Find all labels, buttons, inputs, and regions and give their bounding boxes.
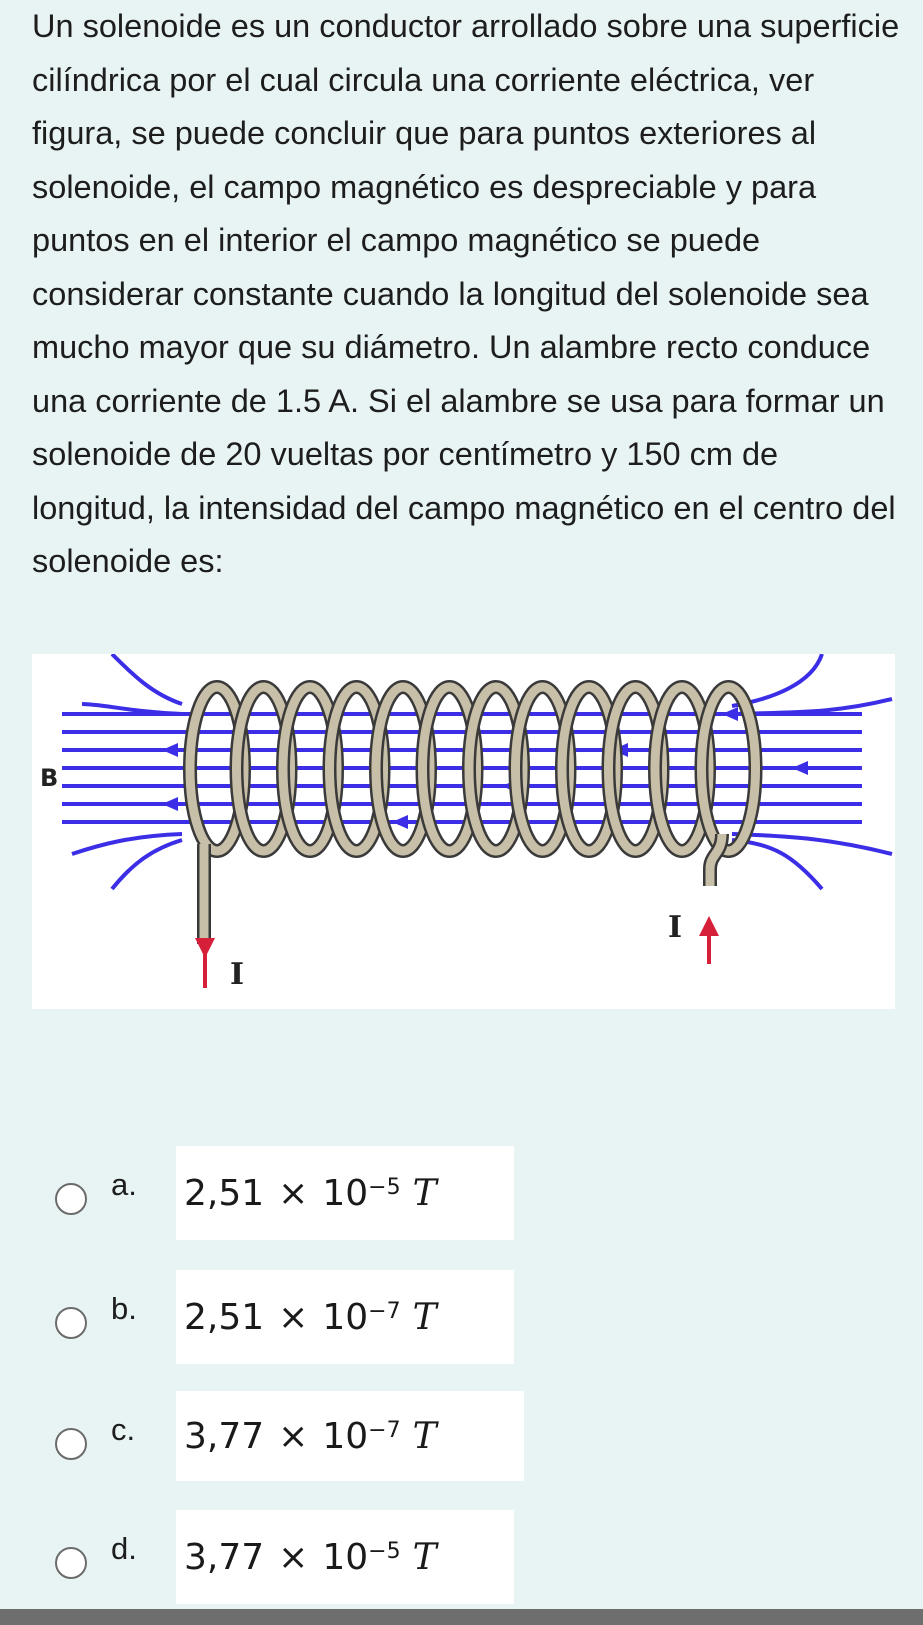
option-c[interactable]	[0, 1391, 923, 1487]
unit: T	[412, 1536, 437, 1578]
base: 10	[322, 1172, 369, 1214]
option-letter: c.	[111, 1412, 136, 1447]
field-arrow	[162, 743, 178, 757]
mantissa: 3,77	[184, 1536, 265, 1578]
field-label-b: B	[40, 764, 59, 792]
option-b[interactable]	[0, 1270, 923, 1366]
radio-option-c[interactable]	[55, 1428, 87, 1460]
radio-option-a[interactable]	[55, 1183, 87, 1215]
answer-box	[176, 1146, 514, 1240]
option-letter: d.	[111, 1531, 137, 1566]
base: 10	[322, 1536, 369, 1578]
unit: T	[412, 1172, 437, 1214]
option-d[interactable]	[0, 1510, 923, 1606]
field-arrow	[722, 707, 738, 721]
field-line-fringe	[112, 840, 182, 889]
field-arrow	[792, 761, 808, 775]
times-sign: ×	[278, 1172, 309, 1214]
mantissa: 2,51	[184, 1172, 265, 1214]
current-label-left: I	[230, 957, 245, 992]
unit: T	[412, 1296, 437, 1338]
mantissa: 2,51	[184, 1296, 265, 1338]
unit: T	[412, 1415, 437, 1457]
solenoid-figure	[32, 654, 895, 1009]
option-letter: a.	[111, 1167, 137, 1202]
exponent: −7	[368, 1298, 401, 1324]
radio-option-d[interactable]	[55, 1547, 87, 1579]
field-line-fringe	[112, 654, 182, 704]
times-sign: ×	[278, 1536, 309, 1578]
radio-option-b[interactable]	[55, 1307, 87, 1339]
current-label-right: I	[668, 910, 683, 945]
answer-box	[176, 1510, 514, 1604]
base: 10	[322, 1296, 369, 1338]
mantissa: 3,77	[184, 1415, 265, 1457]
solenoid-diagram	[32, 654, 895, 1009]
answer-box	[176, 1391, 524, 1481]
exponent: −7	[368, 1417, 401, 1443]
exponent: −5	[368, 1538, 401, 1564]
answer-box	[176, 1270, 514, 1364]
current-arrow-left	[195, 938, 215, 988]
option-letter: b.	[111, 1291, 137, 1326]
option-a[interactable]	[0, 1146, 923, 1242]
exponent: −5	[368, 1174, 401, 1200]
field-arrow	[162, 797, 178, 811]
bottom-bar	[0, 1609, 923, 1625]
field-arrow	[392, 815, 408, 829]
question-text: Un solenoide es un conductor arrollado sobre una superficie cilíndrica por el cual circula una corriente eléctrica, ver figura, se puede concluir que para puntos exteriores al solenoide, el campo magnético es despreciable y para puntos en el interior el campo magnético se puede considerar constante cuando la longitud del solenoide sea mucho mayor que su diámetro. Un alambre recto conduce una corriente de 1.5 A. Si el alambre se usa para formar un solenoide de 20 vueltas por centímetro y 150 cm de longitud, la intensidad del campo magnético en el centro del solenoide es:	[32, 8, 900, 579]
base: 10	[322, 1415, 369, 1457]
current-arrow-right	[699, 916, 719, 964]
times-sign: ×	[278, 1415, 309, 1457]
times-sign: ×	[278, 1296, 309, 1338]
